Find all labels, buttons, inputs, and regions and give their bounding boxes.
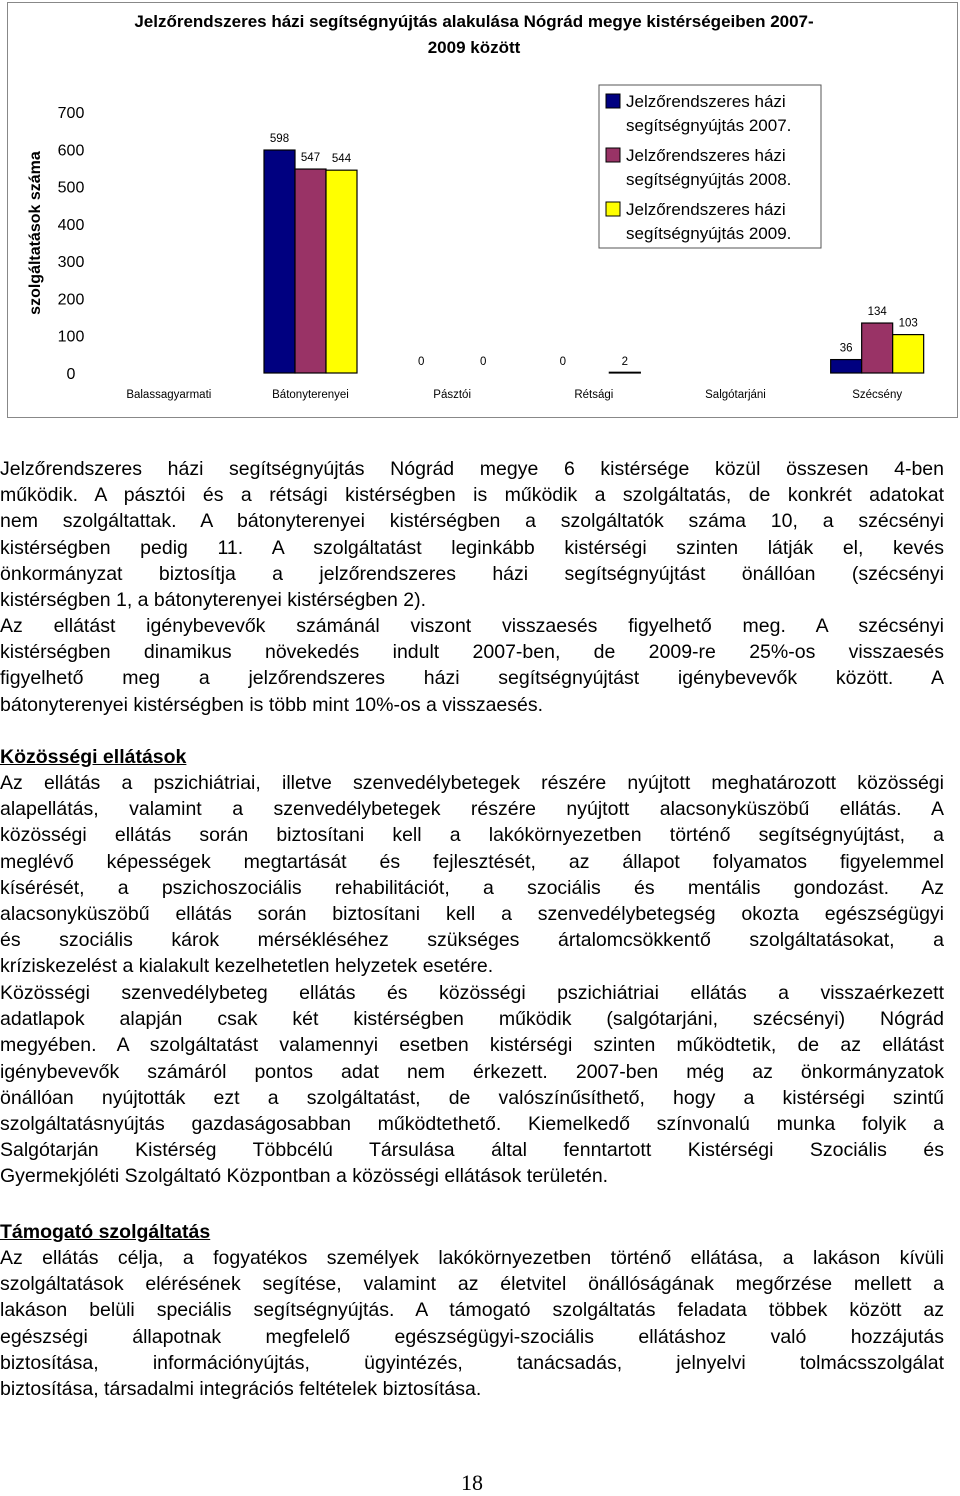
bar-value-label: 598: [269, 133, 290, 146]
legend-entry-label: Jelzőrendszeres házi: [626, 200, 786, 219]
text-line: szolgáltatások elérésének segítése, valamint az életvitel önállóságának megőrzése mellett a: [0, 1273, 944, 1296]
bar-value-label: 36: [839, 342, 853, 355]
text-line: Salgótarján Kistérség Többcélú Társulása által fenntartott Kistérségi Szociális és: [0, 1139, 944, 1162]
text-line: szolgáltatásnyújtás gazdaságosabban működtethető. Kiemelkedő színvonalú munka folyik a: [0, 1113, 944, 1136]
text-line: és szociális károk mérsékléséhez szükséges ártalomcsökkentő szolgáltatásokat, a: [0, 929, 944, 952]
legend-swatch: [606, 94, 620, 108]
bar: [609, 372, 640, 373]
bar-value-label: 134: [867, 306, 887, 319]
paragraph-3: [0, 770, 944, 980]
x-tick-label: Rétsági: [574, 389, 614, 401]
heading-kozossegi-ellatasok: Közösségi ellátások: [0, 746, 187, 768]
legend-entry-label: segítségnyújtás 2008.: [626, 170, 792, 189]
bar: [862, 323, 893, 373]
paragraph-5: [0, 1245, 944, 1402]
text-line: önállóan nyújtották ezt a szolgáltatást, de valószínűsíthető, hogy a kistérségi szintű: [0, 1086, 944, 1109]
text-line: Az ellátás célja, a fogyatékos személyek lakókörnyezetben történő ellátása, a lakáson kívüli: [0, 1247, 944, 1269]
legend-swatch: [606, 202, 620, 216]
legend-entry-label: Jelzőrendszeres házi: [626, 146, 786, 165]
x-tick-label: Balassagyarmati: [126, 389, 212, 401]
bar-value-label: 547: [300, 152, 321, 165]
bar-value-label: 0: [479, 356, 487, 368]
text-line: közösségi ellátás során biztosítani kell a lakókörnyezetben történő segítségnyújtást, a: [0, 824, 944, 847]
paragraph-4: [0, 980, 944, 1190]
bar: [831, 360, 862, 373]
y-tick-label: 600: [57, 142, 85, 160]
y-tick-label: 100: [57, 328, 85, 346]
bar-value-label: 2: [621, 356, 629, 368]
x-tick-label: Bátonyterenyei: [272, 389, 349, 401]
text-line: kistérségben 1, a bátonyterenyei kistérségben 2).: [0, 589, 427, 612]
bar: [326, 170, 357, 373]
text-line: megyében. A szolgáltatást valamennyi esetben kistérségi szinten működtetik, de az ellátást: [0, 1034, 944, 1057]
text-line: igénybevevők számáról pontos adat nem érkezett. 2007-ben még az önkormányzatok: [0, 1060, 944, 1083]
text-line: működik. A pásztói és a rétsági kistérségben is működik a szolgáltatás, de konkrét adatokat: [0, 484, 944, 507]
text-line: alacsonyküszöbű ellátás során biztosítani kell a szenvedélybetegség okozta egészségügyi: [0, 903, 944, 926]
bar-value-label: 103: [898, 317, 918, 330]
bar: [893, 335, 924, 373]
text-line: egészségi állapotnak megfelelő egészségügyi-szociális ellátáshoz való hozzájutás: [0, 1325, 944, 1348]
text-line: biztosítása, információnyújtás, ügyintézés, tanácsadás, jelnyelvi tolmácsszolgálat: [0, 1351, 944, 1374]
text-line: lakáson belüli speciális segítségnyújtás. A támogató szolgáltatás feladata többek között az: [0, 1299, 944, 1322]
y-tick-label: 200: [57, 291, 85, 309]
text-line: Közösségi szenvedélybeteg ellátás és közösségi pszichiátriai ellátás a visszaérkezett: [0, 982, 944, 1004]
y-tick-label: 400: [57, 216, 85, 234]
legend-entry-label: Jelzőrendszeres házi: [626, 92, 786, 111]
text-line: adatlapok alapján csak két kistérségben működik (salgótarjáni, szécsényi) Nógrád: [0, 1008, 944, 1031]
text-line: kistérségben dinamikus növekedés indult 2007-ben, de 2009-re 25%-os visszaesés: [0, 641, 944, 664]
bar-chart-svg: [8, 3, 959, 419]
y-tick-label: 700: [57, 105, 85, 122]
text-line: Jelzőrendszeres házi segítségnyújtás Nógrád megye 6 kistérsége közül összesen 4-ben: [0, 458, 944, 480]
page-number: 18: [461, 1470, 483, 1495]
y-tick-label: 0: [66, 366, 76, 383]
paragraph-2: [0, 613, 944, 718]
bar: [264, 150, 295, 373]
text-line: bátonyterenyei kistérségben is több mint 10%-os a visszaesés.: [0, 693, 544, 716]
text-line: alapellátás, valamint a szenvedélybetegek részére nyújtott alacsonyküszöbű ellátás. A: [0, 798, 944, 821]
text-line: Az ellátást igénybevevők számánál viszont visszaesés figyelhető meg. A szécsényi: [0, 615, 944, 637]
text-line: kríziskezelést a kialakult kezelhetetlen helyzetek esetére.: [0, 955, 494, 978]
chart: [7, 2, 958, 418]
text-line: nem szolgáltattak. A bátonyterenyei kistérségben a szolgáltatók száma 10, a szécsényi: [0, 510, 944, 533]
text-line: figyelhető meg a jelzőrendszeres házi segítségnyújtást igénybevevők között. A: [0, 667, 944, 690]
chart-title: Jelzőrendszeres házi segítségnyújtás alakulása Nógrád megye kistérségeiben 2007-: [134, 12, 814, 31]
chart-title: 2009 között: [427, 38, 521, 57]
bar-value-label: 0: [417, 356, 425, 368]
x-tick-label: Salgótarjáni: [705, 389, 766, 401]
y-tick-label: 500: [57, 179, 85, 197]
text-line: meglévő képességek megtartását és fejlesztését, az állapot folyamatos figyelemmel: [0, 850, 944, 873]
paragraph-1: [0, 456, 944, 613]
legend-swatch: [606, 148, 620, 162]
legend-entry-label: segítségnyújtás 2009.: [626, 224, 792, 243]
x-tick-label: Pásztói: [433, 389, 472, 401]
x-tick-label: Szécsény: [852, 389, 903, 401]
bar-value-label: 0: [559, 356, 567, 368]
heading-tamogato-szolgaltatas: Támogató szolgáltatás: [0, 1221, 211, 1243]
text-line: biztosítása, társadalmi integrációs feltételek biztosítása.: [0, 1378, 482, 1401]
text-line: Gyermekjóléti Szolgáltató Központban a közösségi ellátások területén.: [0, 1165, 609, 1188]
legend-entry-label: segítségnyújtás 2007.: [626, 116, 792, 135]
text-line: önkormányzat biztosítja a jelzőrendszeres házi segítségnyújtást önállóan (szécsényi: [0, 562, 944, 585]
text-line: kísérését, a pszichoszociális rehabilitációt, a szociális és mentális gondozást. Az: [0, 876, 944, 899]
text-line: kistérségben pedig 11. A szolgáltatást leginkább kistérségi szinten látják el, kevés: [0, 536, 944, 559]
y-tick-label: 300: [57, 254, 85, 272]
bar: [295, 169, 326, 373]
text-line: Az ellátás a pszichiátriai, illetve szenvedélybetegek részére nyújtott meghatározott közösségi: [0, 772, 944, 794]
bar-value-label: 544: [331, 153, 352, 166]
y-axis-label: szolgáltatások száma: [27, 151, 44, 315]
